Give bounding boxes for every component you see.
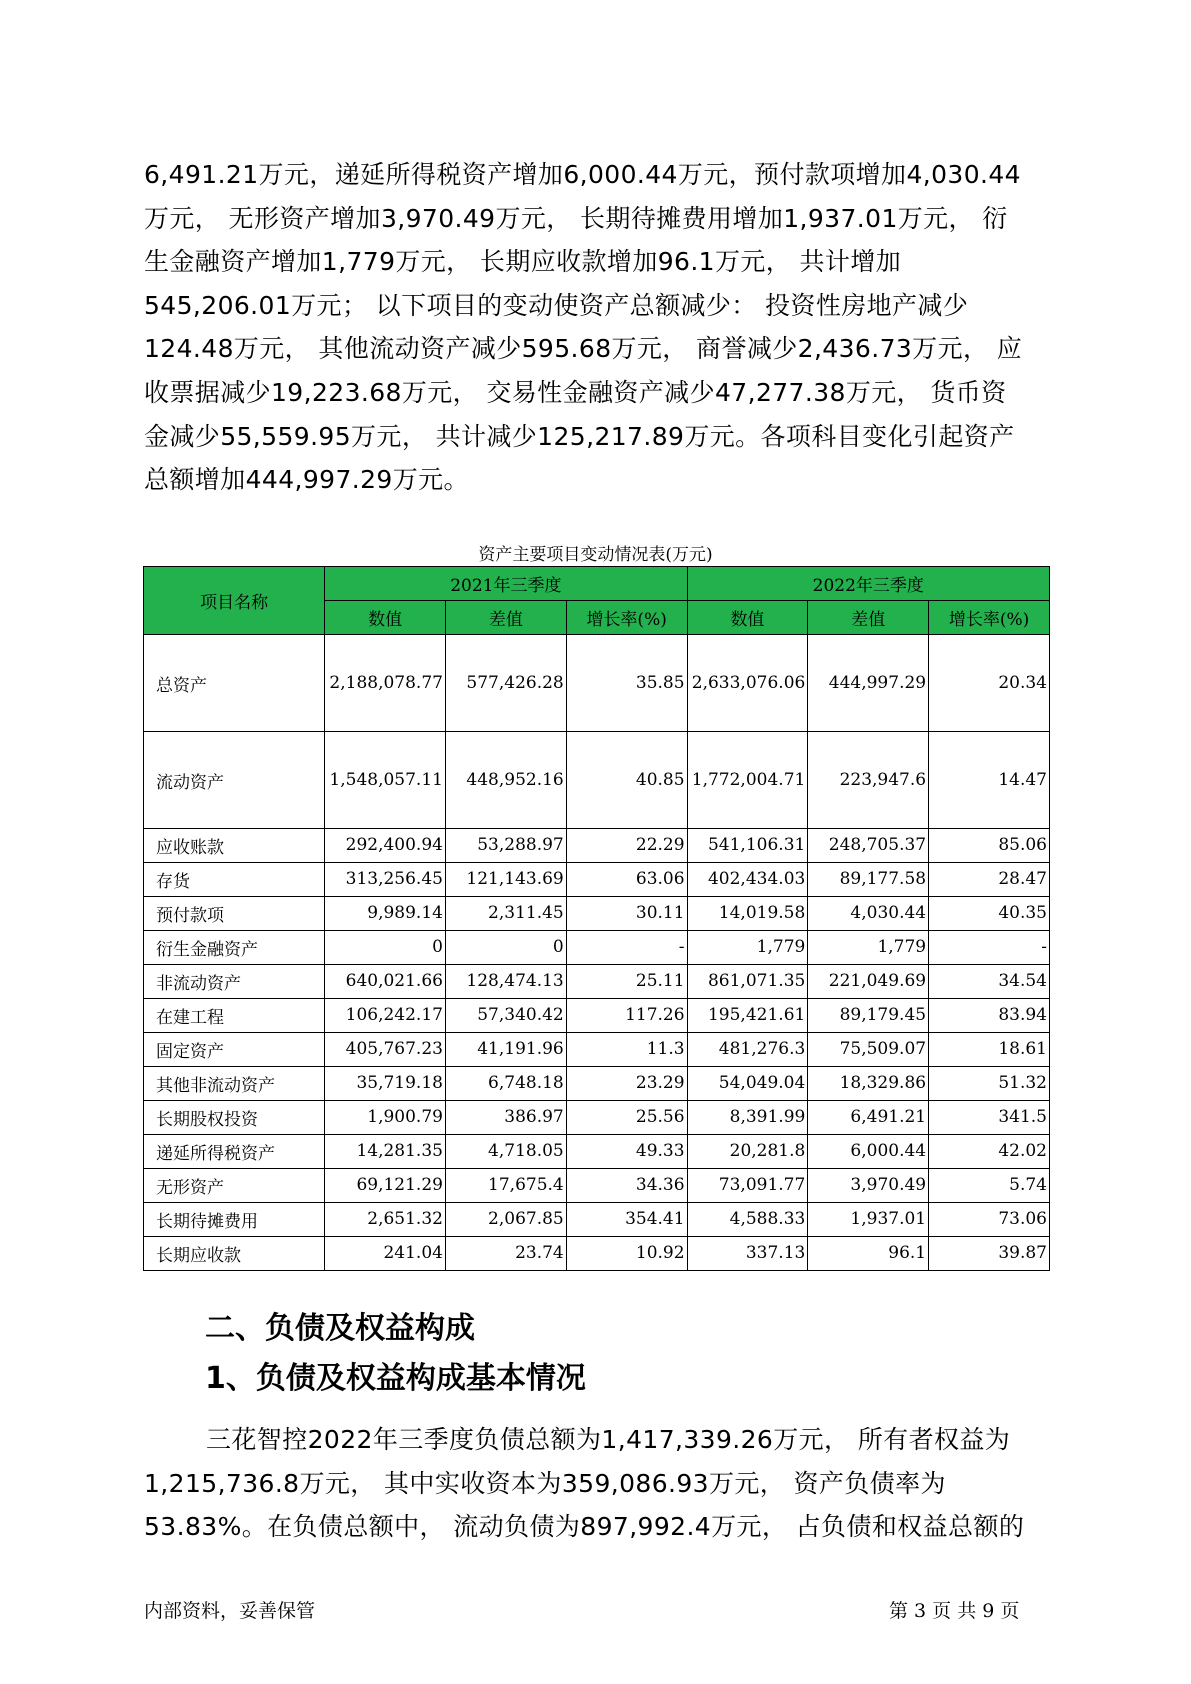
table-row xyxy=(144,965,1050,999)
row-value-cell: 14,019.58 xyxy=(687,897,808,931)
intro-line: 金减少55,559.95万元， 共计减少125,217.89万元。各项科目变化引起资产 xyxy=(144,421,1015,451)
row-item-name: 长期股权投资 xyxy=(144,1101,325,1135)
row-value-cell: 640,021.66 xyxy=(325,965,446,999)
row-value-cell: 57,340.42 xyxy=(445,999,566,1033)
row-value-cell: - xyxy=(566,931,687,965)
row-value-cell: 4,588.33 xyxy=(687,1203,808,1237)
table-row xyxy=(144,1101,1050,1135)
row-value-cell: 221,049.69 xyxy=(808,965,929,999)
header-group-2022: 2022年三季度 xyxy=(687,567,1049,601)
row-value-cell: 34.36 xyxy=(566,1169,687,1203)
table-row xyxy=(144,635,1050,732)
table-row xyxy=(144,829,1050,863)
row-value-cell: 39.87 xyxy=(929,1237,1050,1271)
body-line: 53.83%。在负债总额中， 流动负债为897,992.4万元， 占负债和权益总额的 xyxy=(144,1512,1025,1542)
row-value-cell: 89,177.58 xyxy=(808,863,929,897)
header-group-2021: 2021年三季度 xyxy=(325,567,687,601)
table-row xyxy=(144,1135,1050,1169)
row-value-cell: 35,719.18 xyxy=(325,1067,446,1101)
row-value-cell: 28.47 xyxy=(929,863,1050,897)
row-value-cell: 6,748.18 xyxy=(445,1067,566,1101)
row-value-cell: 25.56 xyxy=(566,1101,687,1135)
row-item-name: 固定资产 xyxy=(144,1033,325,1067)
row-value-cell: 22.29 xyxy=(566,829,687,863)
row-value-cell: 11.3 xyxy=(566,1033,687,1067)
row-item-name: 存货 xyxy=(144,863,325,897)
table-body xyxy=(144,635,1050,1271)
row-value-cell: 195,421.61 xyxy=(687,999,808,1033)
header-diff-2021: 差值 xyxy=(445,601,566,635)
row-value-cell: 1,779 xyxy=(808,931,929,965)
row-value-cell: 121,143.69 xyxy=(445,863,566,897)
row-value-cell: 10.92 xyxy=(566,1237,687,1271)
row-item-name: 无形资产 xyxy=(144,1169,325,1203)
row-value-cell: 341.5 xyxy=(929,1101,1050,1135)
row-value-cell: 34.54 xyxy=(929,965,1050,999)
row-value-cell: 96.1 xyxy=(808,1237,929,1271)
row-value-cell: 42.02 xyxy=(929,1135,1050,1169)
row-value-cell: 14.47 xyxy=(929,732,1050,829)
row-item-name: 衍生金融资产 xyxy=(144,931,325,965)
row-value-cell: 337.13 xyxy=(687,1237,808,1271)
row-value-cell: 2,633,076.06 xyxy=(687,635,808,732)
intro-line: 总额增加444,997.29万元。 xyxy=(144,465,469,495)
row-value-cell: 41,191.96 xyxy=(445,1033,566,1067)
table-row xyxy=(144,1203,1050,1237)
intro-line: 124.48万元， 其他流动资产减少595.68万元， 商誉减少2,436.73万元， 应 xyxy=(144,334,1023,364)
row-value-cell: 292,400.94 xyxy=(325,829,446,863)
row-value-cell: 30.11 xyxy=(566,897,687,931)
intro-paragraph xyxy=(144,153,1044,502)
row-value-cell: 448,952.16 xyxy=(445,732,566,829)
row-value-cell: 54,049.04 xyxy=(687,1067,808,1101)
row-value-cell: 481,276.3 xyxy=(687,1033,808,1067)
row-value-cell: 223,947.6 xyxy=(808,732,929,829)
row-value-cell: 4,718.05 xyxy=(445,1135,566,1169)
subsection-heading: 1、负债及权益构成基本情况 xyxy=(205,1361,586,1396)
row-value-cell: 2,188,078.77 xyxy=(325,635,446,732)
row-value-cell: 18.61 xyxy=(929,1033,1050,1067)
row-value-cell: 23.74 xyxy=(445,1237,566,1271)
row-value-cell: 9,989.14 xyxy=(325,897,446,931)
row-value-cell: 386.97 xyxy=(445,1101,566,1135)
row-value-cell: 2,067.85 xyxy=(445,1203,566,1237)
body-paragraph xyxy=(144,1418,1044,1549)
row-value-cell: 0 xyxy=(445,931,566,965)
row-value-cell: 8,391.99 xyxy=(687,1101,808,1135)
table-row xyxy=(144,897,1050,931)
intro-line: 万元， 无形资产增加3,970.49万元， 长期待摊费用增加1,937.01万元， 衍 xyxy=(144,203,1008,233)
intro-line: 545,206.01万元； 以下项目的变动使资产总额减少： 投资性房地产减少 xyxy=(144,290,969,320)
row-value-cell: 541,106.31 xyxy=(687,829,808,863)
row-value-cell: 577,426.28 xyxy=(445,635,566,732)
row-item-name: 预付款项 xyxy=(144,897,325,931)
row-value-cell: 0 xyxy=(325,931,446,965)
row-value-cell: 313,256.45 xyxy=(325,863,446,897)
footer-confidential-note: 内部资料，妥善保管 xyxy=(144,1600,316,1622)
row-value-cell: 73,091.77 xyxy=(687,1169,808,1203)
row-value-cell: 1,937.01 xyxy=(808,1203,929,1237)
row-value-cell: 14,281.35 xyxy=(325,1135,446,1169)
row-value-cell: 402,434.03 xyxy=(687,863,808,897)
table-row xyxy=(144,1033,1050,1067)
row-value-cell: 17,675.4 xyxy=(445,1169,566,1203)
body-line: 三花智控2022年三季度负债总额为1,417,339.26万元， 所有者权益为 xyxy=(206,1425,1011,1454)
row-value-cell: 89,179.45 xyxy=(808,999,929,1033)
table-row xyxy=(144,732,1050,829)
row-value-cell: 25.11 xyxy=(566,965,687,999)
table-row xyxy=(144,1067,1050,1101)
asset-change-table xyxy=(143,566,1050,1271)
table-row xyxy=(144,1237,1050,1271)
row-value-cell: 23.29 xyxy=(566,1067,687,1101)
row-value-cell: 128,474.13 xyxy=(445,965,566,999)
row-value-cell: 405,767.23 xyxy=(325,1033,446,1067)
row-value-cell: 2,651.32 xyxy=(325,1203,446,1237)
row-item-name: 递延所得税资产 xyxy=(144,1135,325,1169)
row-value-cell: 51.32 xyxy=(929,1067,1050,1101)
table-caption: 资产主要项目变动情况表(万元) xyxy=(478,545,713,565)
intro-line: 6,491.21万元，递延所得税资产增加6,000.44万元，预付款项增加4,030.44 xyxy=(144,160,1021,189)
section-heading: 二、负债及权益构成 xyxy=(205,1311,475,1346)
row-value-cell: 1,779 xyxy=(687,931,808,965)
table-row xyxy=(144,931,1050,965)
intro-line: 收票据减少19,223.68万元， 交易性金融资产减少47,277.38万元， 货币资 xyxy=(144,377,1007,407)
row-item-name: 长期待摊费用 xyxy=(144,1203,325,1237)
row-value-cell: 53,288.97 xyxy=(445,829,566,863)
row-value-cell: 241.04 xyxy=(325,1237,446,1271)
row-item-name: 其他非流动资产 xyxy=(144,1067,325,1101)
row-value-cell: 85.06 xyxy=(929,829,1050,863)
table-row xyxy=(144,863,1050,897)
row-value-cell: 20.34 xyxy=(929,635,1050,732)
row-value-cell: 1,772,004.71 xyxy=(687,732,808,829)
row-item-name: 流动资产 xyxy=(144,732,325,829)
row-value-cell: 49.33 xyxy=(566,1135,687,1169)
row-value-cell: 40.35 xyxy=(929,897,1050,931)
row-value-cell: 20,281.8 xyxy=(687,1135,808,1169)
row-value-cell: 444,997.29 xyxy=(808,635,929,732)
row-item-name: 长期应收款 xyxy=(144,1237,325,1271)
table-row xyxy=(144,999,1050,1033)
row-value-cell: 63.06 xyxy=(566,863,687,897)
row-value-cell: 40.85 xyxy=(566,732,687,829)
row-value-cell: 3,970.49 xyxy=(808,1169,929,1203)
header-diff-2022: 差值 xyxy=(808,601,929,635)
row-value-cell: - xyxy=(929,931,1050,965)
row-value-cell: 106,242.17 xyxy=(325,999,446,1033)
row-value-cell: 18,329.86 xyxy=(808,1067,929,1101)
body-line: 1,215,736.8万元， 其中实收资本为359,086.93万元， 资产负债率为 xyxy=(144,1468,946,1498)
header-growth-2022: 增长率(%) xyxy=(929,601,1050,635)
row-value-cell: 354.41 xyxy=(566,1203,687,1237)
row-value-cell: 73.06 xyxy=(929,1203,1050,1237)
row-value-cell: 1,900.79 xyxy=(325,1101,446,1135)
row-item-name: 应收账款 xyxy=(144,829,325,863)
header-value-2022: 数值 xyxy=(687,601,808,635)
row-value-cell: 2,311.45 xyxy=(445,897,566,931)
footer-page-number: 第 3 页 共 9 页 xyxy=(889,1600,1020,1622)
row-value-cell: 69,121.29 xyxy=(325,1169,446,1203)
row-value-cell: 1,548,057.11 xyxy=(325,732,446,829)
header-value-2021: 数值 xyxy=(325,601,446,635)
header-item-name: 项目名称 xyxy=(144,567,325,635)
row-value-cell: 75,509.07 xyxy=(808,1033,929,1067)
row-value-cell: 5.74 xyxy=(929,1169,1050,1203)
row-value-cell: 248,705.37 xyxy=(808,829,929,863)
row-item-name: 非流动资产 xyxy=(144,965,325,999)
row-value-cell: 35.85 xyxy=(566,635,687,732)
row-value-cell: 4,030.44 xyxy=(808,897,929,931)
row-value-cell: 861,071.35 xyxy=(687,965,808,999)
intro-line: 生金融资产增加1,779万元， 长期应收款增加96.1万元， 共计增加 xyxy=(144,247,902,277)
row-value-cell: 117.26 xyxy=(566,999,687,1033)
row-item-name: 在建工程 xyxy=(144,999,325,1033)
row-value-cell: 6,491.21 xyxy=(808,1101,929,1135)
header-growth-2021: 增长率(%) xyxy=(566,601,687,635)
row-item-name: 总资产 xyxy=(144,635,325,732)
row-value-cell: 6,000.44 xyxy=(808,1135,929,1169)
table-row xyxy=(144,1169,1050,1203)
row-value-cell: 83.94 xyxy=(929,999,1050,1033)
